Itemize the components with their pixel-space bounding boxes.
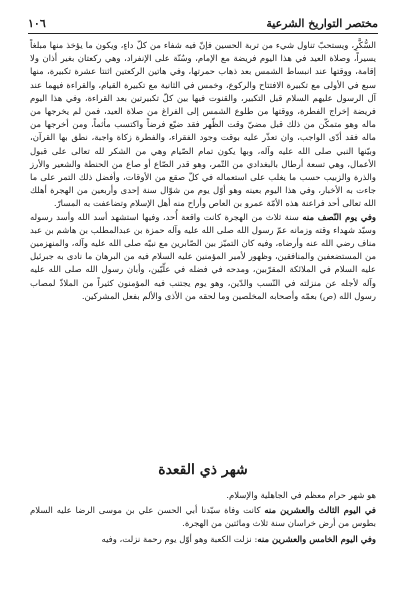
section-item: [30, 534, 376, 547]
item-text: : نزلت الكعبة وهو أوّل يوم رحمة نزلت، وفيه: [101, 534, 258, 545]
item-lead: وفي اليوم الخامس والعشرين منه: [257, 534, 376, 545]
section-intro: هو شهر حرام معظم في الجاهلية والإسلام.: [226, 491, 376, 501]
paragraph-text: سنة ثلاث من الهجرة كانت واقعة أُحد، وفيها استشهد أسد الله وأسد رسوله وسيّد شهداء وقته وزمانه عمّ رسول الله صلى الله عليه وآله حمزة بن عبدالمطلب بن هاشم بن عبد مناف رضي الله عنه وأرضاه، وفيه كان التميّز بين الصّابرين مع نبيّه صلى الله عليه وآله، والمنهزمين من المستضعفين والمنافقين، وظهور لأمير المؤمنين عليه السلام فيه من البرهان ما نادى به جبرئيل عليه السلام في الملائكة المقرّبين، ومدحه في فضله في علّيّين، وأبان رسول الله صلى الله عليه وآله لأجله عن منزلته في النّسب والدّين، وهو يوم يجتنب فيه المؤمنون كثيراً من الملاذّ لمصاب رسول الله (ص) بعمّه وأصحابه المخلصين وما لحقه من الأذى والألم بفعل المشركين.: [30, 212, 376, 302]
section-title: شهر ذي القعدة: [158, 462, 248, 478]
section-item: [30, 505, 376, 531]
item-lead: في اليوم الثالث والعشرين منه: [264, 506, 376, 517]
book-title: مختصر التواريخ الشرعية: [266, 16, 378, 30]
header-divider: [28, 33, 378, 34]
item-text: كانت وفاة سيّدنا أبي الحسن علي بن موسى الرضا عليه السلام بطوس من أرض خراسان سنة ثلاث ومائتين من الهجرة.: [30, 506, 376, 530]
page-number: ١٠٦: [28, 16, 46, 30]
paragraph-nisf: [30, 212, 376, 304]
section-text: [30, 490, 376, 549]
paragraph-lead: وفي يوم النّصف منه: [302, 212, 377, 223]
paragraph: السُّكَّرِ، ويستحبّ تناول شيء من تربة الحسين فإنّ فيه شفاء من كلّ داءٍ، ويكون ما يؤخذ منها مبلغاً يسيراً، وصلاة العيد في هذا اليوم فريضة مع الإمام، وسُنّة على الإنفراد، وهي ركعتان بغير أذان ولا إقامة، ووقتها عند انبساط الشمس بعد ذهاب حمرتها، وفي هاتين الركعتين اثنتا عشرة تكبيرة، منها سبع في الأولى مع تكبيرة الافتتاح والركوع، وخمس في الثانية مع تكبيرة القيام، والقراءة فيهما عند آل الرسول عليهم السلام قبل التكبير، والقنوت فيها بين كلّ تكبيرتين بعد القراءة، وفي هذا اليوم فريضة إخراج الفطرة، ووقتها من طلوع الشمس إلى الفراغ من صلاة العيد، فمن لم يخرجها من ماله وهو متمكّن من ذلك قبل مضيّ وقت الظّهر فقد ضيّع فرضاً واكتسب مأثماً، ومن أخرجها من ماله فقد أدّى الواجب، وان تعذّر عليه بوقت وجود الفقراء، والفطرة زكاة واجبة، نطق بها القرآن، وبيّنها النبي صلى الله عليه وآله، وبها يكون تمام الصّيام وهي من الشكر لله تعالى على قبول الأعمال، وهي تسعة أرطال بالبغدادي من التّمر، وهو قدر الصّاع أو صاع من الحنطة والشعير والأرز والذرة والزبيب حسب ما يغلب على استعماله في كلّ صقع من الأوقات، وأفضل ذلك التمر على ما جاءت به الأخبار، وفي هذا اليوم بعينه وهو أوّل يوم من شوّال سنة إحدى وأربعين من الهجرة أهلك الله تعالى أحد فراعنة هذه الأمّة عمرو بن العاص وأراح منه أهل الإسلام وتضاعفت به المسارّ.: [30, 41, 376, 210]
main-text: [30, 40, 376, 304]
page-header: [28, 14, 378, 32]
